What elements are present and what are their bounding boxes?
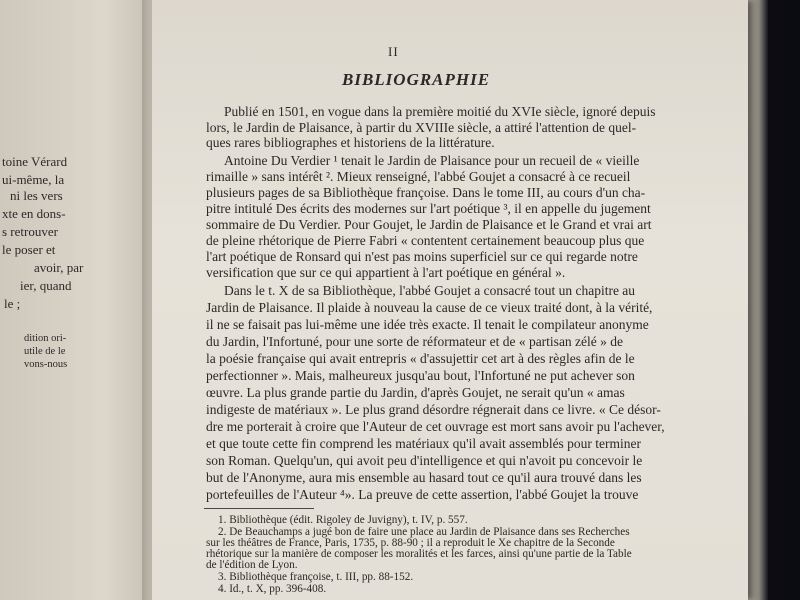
body-line: perfectionner ». Mais, malheureux jusqu'au bout, l'Infortuné ne put achever son [206, 368, 635, 383]
page-edge [746, 0, 768, 600]
body-line: plusieurs pages de sa Bibliothèque françoise. Dans le tome III, au cours d'un cha- [206, 185, 646, 200]
left-page-note: dition ori- [24, 333, 67, 344]
body-line: indigeste de matériaux ». Le plus grand désordre régnerait dans ce livre. « Ce désor- [206, 402, 661, 417]
body-line: lors, le Jardin de Plaisance, à partir du XVIIIe siècle, a attiré l'attention de quel- [206, 120, 637, 135]
body-line: pitre intitulé Des écrits des modernes sur l'art poétique ³, il en appelle du jugement [206, 201, 651, 216]
body-line: son Roman. Quelqu'un, qui avoit peu d'intelligence et qui n'avoit pu concevoir le [206, 453, 643, 468]
left-page-line: ui-même, la [2, 172, 65, 187]
right-page [152, 0, 748, 600]
body-line: dre me porterait à croire que l'Auteur de cet ouvrage est mort sans avoir pu l'achever, [206, 419, 665, 434]
left-page-line: ier, quand [20, 278, 72, 293]
body-line: Publié en 1501, en vogue dans la première moitié du XVIe siècle, ignoré depuis [224, 104, 656, 119]
body-line: versification que sur ce qui appartient à l'art poétique en général ». [206, 265, 566, 280]
left-page-line: toine Vérard [2, 154, 68, 169]
left-page-line: s retrouver [2, 224, 58, 239]
footnote-line: 1. Bibliothèque (édit. Rigoley de Juvigny), t. IV, p. 557. [218, 514, 468, 526]
left-page-line: ni les vers [10, 188, 63, 203]
left-page-line: avoir, par [34, 260, 84, 275]
body-line: but de l'Anonyme, aura mis ensemble au hasard tout ce qu'il aura trouvé dans les [206, 470, 642, 485]
body-line: œuvre. La plus grande partie du Jardin, d'après Goujet, ne serait qu'un « amas [206, 385, 625, 400]
body-line: ques rares bibliographes et historiens de la littérature. [206, 135, 495, 150]
left-page-line: le poser et [2, 242, 56, 257]
footnote-line: rhétorique sur la manière de composer les moralités et les farces, ainsi qu'une partie de la Table [206, 548, 632, 560]
footnote-line: sur les théâtres de France, Paris, 1735, p. 88-90 ; il a reproduit le Xe chapitre de la Seconde [206, 537, 615, 549]
left-page-line: xte en dons- [2, 206, 66, 221]
left-page-line: le ; [4, 296, 21, 311]
body-line: portefeuilles de l'Auteur ⁴». La preuve de cette assertion, l'abbé Goujet la trouve [206, 487, 639, 502]
body-line: l'art poétique de Ronsard qui n'est pas moins superficiel sur ce qui regarde notre [206, 249, 638, 264]
body-line: de pleine rhétorique de Pierre Fabri « contentent certainement beaucoup plus que [206, 233, 645, 248]
body-line: du Jardin, l'Infortuné, pour une sorte de réformateur et de « partisan zélé » de [206, 334, 624, 349]
footnote-line: 2. De Beauchamps a jugé bon de faire une place au Jardin de Plaisance dans ses Recherches [218, 526, 630, 538]
left-page-note: utile de le [24, 346, 66, 357]
body-line: Jardin de Plaisance. Il plaide à nouveau la cause de ce vieux traité dont, à la vérité, [206, 300, 653, 315]
body-line: Antoine Du Verdier ¹ tenait le Jardin de Plaisance pour un recueil de « vieille [224, 153, 640, 168]
body-line: rimaille » sans intérêt ². Mieux renseigné, l'abbé Goujet a consacré à ce recueil [206, 169, 631, 184]
footnote-line: 4. Id., t. X, pp. 396-408. [218, 583, 327, 595]
body-line: sommaire de Du Verdier. Pour Goujet, le Jardin de Plaisance et le Grand et vrai art [206, 217, 652, 232]
footnote-line: de l'édition de Lyon. [206, 559, 298, 571]
body-line: et que toute cette fin comprend les matériaux qu'il avait assemblés pour terminer [206, 436, 642, 451]
left-page [0, 0, 150, 600]
footnote-rule [204, 508, 314, 509]
body-line: il ne se faisait pas lui-même une idée très exacte. Il tenait le compilateur anonyme [206, 317, 649, 332]
chapter-number: II [388, 44, 399, 59]
body-line: Dans le t. X de sa Bibliothèque, l'abbé Goujet a consacré tout un chapitre au [224, 283, 636, 298]
chapter-title: BIBLIOGRAPHIE [342, 70, 491, 89]
body-line: la poésie française qui avait entrepris « d'assujettir cet art à des règles afin de le [206, 351, 635, 366]
footnote-line: 3. Bibliothèque françoise, t. III, pp. 88-152. [218, 571, 414, 583]
left-page-note: vons-nous [24, 359, 68, 370]
